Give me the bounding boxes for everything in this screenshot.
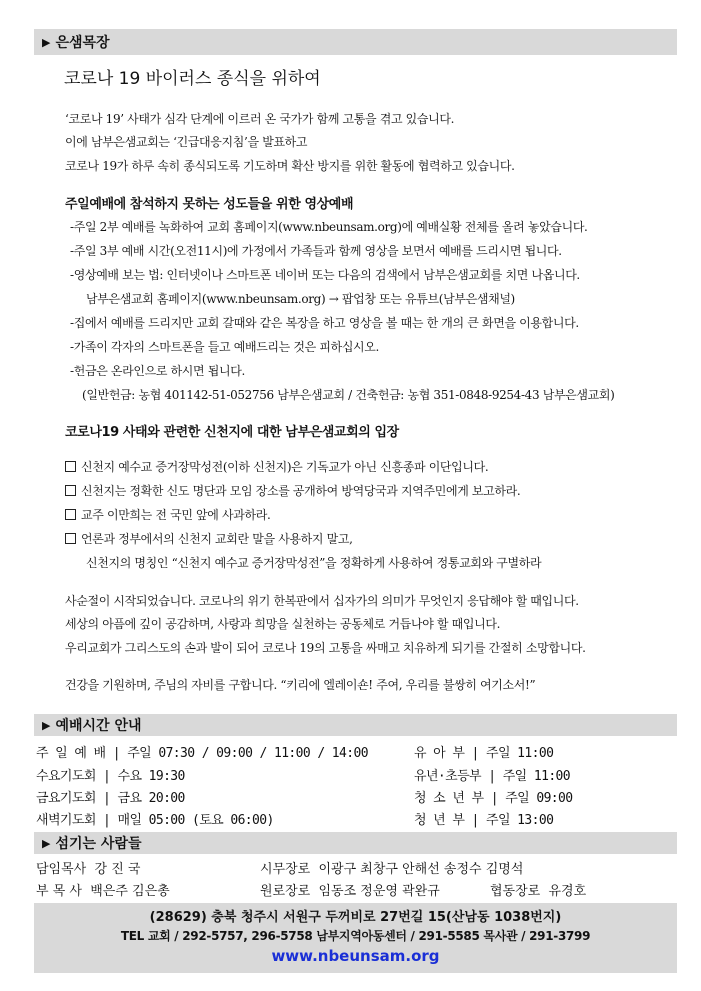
schedule-row: 유 아 부 | 주일 11:00 xyxy=(414,746,554,761)
video-item: -집에서 예배를 드리지만 교회 갈때와 같은 복장을 하고 영상을 볼 때는 한 개의 큰 화면을 이용합니다. xyxy=(70,316,579,330)
video-item: -주일 2부 예배를 녹화하여 교회 홈페이지(www.nbeunsam.org)에 예배실황 전체를 올려 놓았습니다. xyxy=(70,220,588,234)
schedule-row: 유년·초등부 | 주일 11:00 xyxy=(414,769,570,784)
intro-line: ‘코로나 19’ 사태가 심각 단계에 이르러 온 국가가 함께 고통을 겪고 있습니다. xyxy=(65,112,455,126)
checkbox-icon xyxy=(65,509,76,520)
schedule-row: 청 소 년 부 | 주일 09:00 xyxy=(414,791,573,806)
section-title: 은샘목장 xyxy=(55,35,110,51)
stance-heading: 코로나19 사태와 관련한 신천지에 대한 남부은샘교회의 입장 xyxy=(65,425,399,440)
section-title: 섬기는 사람들 xyxy=(55,836,142,852)
triangle-bullet-icon: ▶ xyxy=(42,836,51,850)
schedule-row: 주 일 예 배 | 주일 07:30 / 09:00 / 11:00 / 14:00 xyxy=(36,746,368,761)
checkbox-icon xyxy=(65,461,76,472)
triangle-bullet-icon: ▶ xyxy=(42,718,51,732)
stance-item: 교주 이만희는 전 국민 앞에 사과하라. xyxy=(65,506,270,523)
cooperating-elder: 협동장로 유경호 xyxy=(490,884,587,899)
closing-line: 세상의 아픔에 깊이 공감하며, 사랑과 희망을 실천하는 공동체로 거듭나야 할 때입니다. xyxy=(65,617,501,631)
closing-line: 사순절이 시작되었습니다. 코로나의 위기 한복판에서 십자가의 의미가 무엇인지 응답해야 할 때입니다. xyxy=(65,594,579,608)
video-item: 남부은샘교회 홈페이지(www.nbeunsam.org) → 팝업창 또는 유튜브(남부은샘채널) xyxy=(86,292,515,306)
triangle-bullet-icon: ▶ xyxy=(42,35,51,49)
checkbox-icon xyxy=(65,485,76,496)
senior-pastor: 담임목사 강 진 국 xyxy=(36,862,141,877)
video-item: -영상예배 보는 법: 인터넷이나 스마트폰 네이버 또는 다음의 검색에서 남부은샘교회를 치면 나옵니다. xyxy=(70,268,580,282)
website-link[interactable]: www.nbeunsam.org xyxy=(271,947,440,965)
church-address: (28629) 충북 청주시 서원구 두꺼비로 27번길 15(산남동 1038번지) xyxy=(149,910,562,925)
blessing-line: 건강을 기원하며, 주님의 자비를 구합니다. “키리에 엘레이숀! 주여, 우리를 불쌍히 여기소서!” xyxy=(65,678,536,692)
article-title: 코로나 19 바이러스 종식을 위하여 xyxy=(64,69,321,89)
church-phone: TEL 교회 / 292-5757, 296-5758 남부지역아동센터 / 291-5585 목사관 / 291-3799 xyxy=(120,929,591,943)
stance-item: 언론과 정부에서의 신천지 교회란 말을 사용하지 말고, xyxy=(65,530,353,547)
offering-accounts: (일반헌금: 농협 401142-51-052756 남부은샘교회 / 건축헌금: 농협 351-0848-9254-43 남부은샘교회) xyxy=(82,388,615,402)
schedule-row: 청 년 부 | 주일 13:00 xyxy=(414,813,554,828)
intro-line: 코로나 19가 하루 속히 종식되도록 기도하며 확산 방지를 위한 활동에 협력하고 있습니다. xyxy=(65,159,515,173)
video-item: -주일 3부 예배 시간(오전11시)에 가정에서 가족들과 함께 영상을 보면서 예배를 드리시면 됩니다. xyxy=(70,244,562,258)
video-item: -헌금은 온라인으로 하시면 됩니다. xyxy=(70,364,245,378)
section-band-pastor xyxy=(34,29,677,55)
stance-item: 신천지 예수교 증거장막성전(이하 신천지)은 기독교가 아닌 신흥종파 이단입니다. xyxy=(65,458,488,475)
stance-item: 신천지는 정확한 신도 명단과 모임 장소를 공개하여 방역당국과 지역주민에게 보고하라. xyxy=(65,482,520,499)
intro-line: 이에 남부은샘교회는 ‘긴급대응지침’을 발표하고 xyxy=(65,135,308,149)
closing-line: 우리교회가 그리스도의 손과 발이 되어 코로나 19의 고통을 싸매고 치유하게 되기를 간절히 소망합니다. xyxy=(65,641,586,655)
section-title: 예배시간 안내 xyxy=(55,718,142,734)
retired-elders: 원로장로 임동조 정운영 곽완규 xyxy=(260,884,440,899)
schedule-row: 수요기도회 | 수요 19:30 xyxy=(36,769,185,784)
associate-pastors: 부 목 사 백은주 김은총 xyxy=(36,884,170,899)
checkbox-icon xyxy=(65,533,76,544)
video-worship-heading: 주일예배에 참석하지 못하는 성도들을 위한 영상예배 xyxy=(65,197,354,212)
stance-item-continued: 신천지의 명칭인 “신천지 예수교 증거장막성전”을 정확하게 사용하여 정통교회와 구별하라 xyxy=(86,556,542,570)
elders: 시무장로 이광구 최창구 안해선 송정수 김명석 xyxy=(260,862,524,877)
schedule-row: 새벽기도회 | 매일 05:00 (토요 06:00) xyxy=(36,813,274,828)
footer xyxy=(34,903,677,973)
video-item: -가족이 각자의 스마트폰을 들고 예배드리는 것은 피하십시오. xyxy=(70,340,380,354)
section-band-worship xyxy=(34,714,677,736)
section-band-servers xyxy=(34,832,677,854)
schedule-row: 금요기도회 | 금요 20:00 xyxy=(36,791,185,806)
